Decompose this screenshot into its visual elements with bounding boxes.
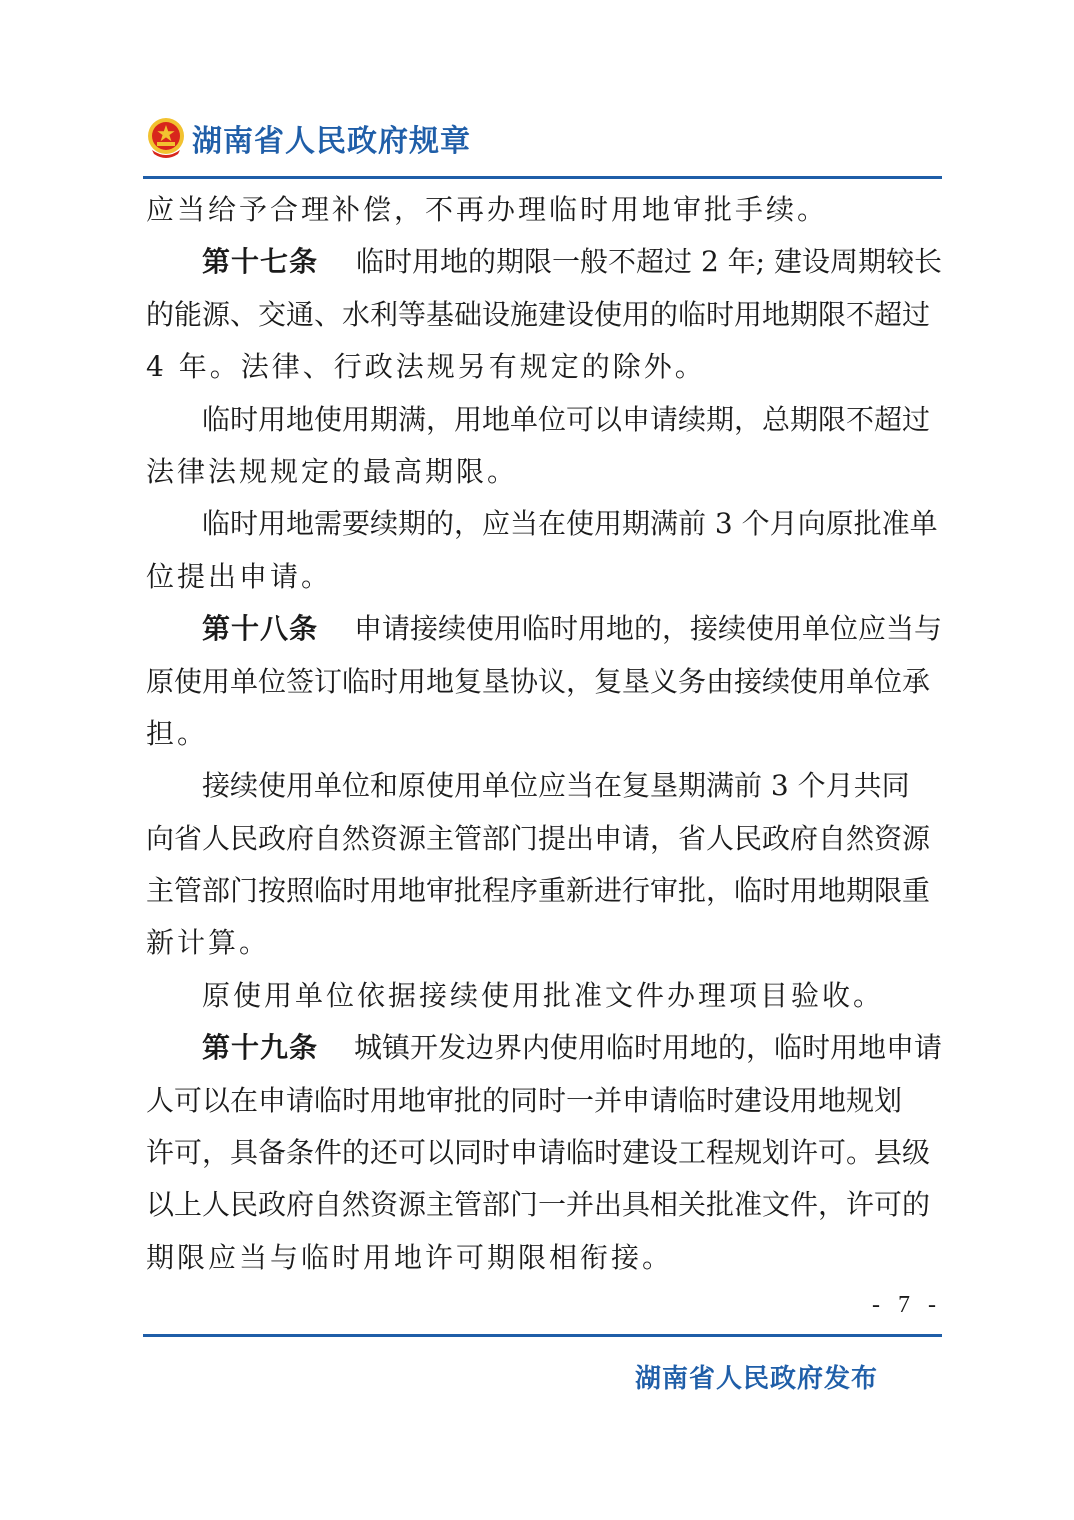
document-body	[146, 184, 942, 1284]
text-line: 主管部门按照临时用地审批程序重新进行审批，临时用地期限重	[146, 874, 931, 908]
article-heading: 第十八条	[202, 612, 319, 646]
article-heading: 第十七条	[202, 245, 319, 279]
footer-divider	[143, 1334, 942, 1337]
text-line: 4 年。法律、行政法规另有规定的除外。	[146, 350, 706, 384]
national-emblem-icon	[146, 116, 186, 160]
article-17-line	[146, 236, 942, 288]
text-line: 新计算。	[146, 926, 271, 960]
article-18-line	[146, 603, 942, 655]
text-line: 的能源、交通、水利等基础设施建设使用的临时用地期限不超过	[146, 297, 931, 331]
text-line: 应当给予合理补偿，不再办理临时用地审批手续。	[146, 193, 829, 226]
text-line: 申请接续使用临时用地的，接续使用单位应当与	[353, 612, 942, 646]
text-line: 城镇开发边界内使用临时用地的，临时用地申请	[353, 1031, 942, 1065]
article-heading: 第十九条	[202, 1031, 319, 1065]
header-title: 湖南省人民政府规章	[192, 124, 471, 159]
page-number: - 7 -	[872, 1292, 942, 1318]
text-line: 接续使用单位和原使用单位应当在复垦期满前 3 个月共同	[202, 769, 910, 803]
text-line: 人可以在申请临时用地审批的同时一并申请临时建设用地规划	[146, 1083, 903, 1117]
text-line: 法律法规规定的最高期限。	[146, 454, 519, 488]
text-line: 临时用地的期限一般不超过 2 年; 建设周期较长	[356, 245, 942, 279]
text-line: 临时用地使用期满，用地单位可以申请续期，总期限不超过	[202, 402, 931, 436]
header-divider	[143, 176, 942, 179]
footer-publisher: 湖南省人民政府发布	[634, 1364, 878, 1394]
text-line: 期限应当与临时用地许可期限相衔接。	[146, 1240, 674, 1274]
text-line: 担。	[146, 716, 209, 750]
text-line: 向省人民政府自然资源主管部门提出申请，省人民政府自然资源	[146, 821, 931, 855]
article-19-line	[146, 1022, 942, 1074]
text-line: 位提出申请。	[146, 559, 333, 593]
text-line: 许可，具备条件的还可以同时申请临时建设工程规划许可。县级	[146, 1136, 931, 1170]
text-line: 原使用单位依据接续使用批准文件办理项目验收。	[202, 978, 885, 1012]
page-header	[146, 112, 471, 164]
text-line: 以上人民政府自然资源主管部门一并出具相关批准文件，许可的	[146, 1188, 931, 1222]
text-line: 临时用地需要续期的，应当在使用期满前 3 个月向原批准单	[202, 507, 938, 541]
text-line: 原使用单位签订临时用地复垦协议，复垦义务由接续使用单位承	[146, 664, 931, 698]
